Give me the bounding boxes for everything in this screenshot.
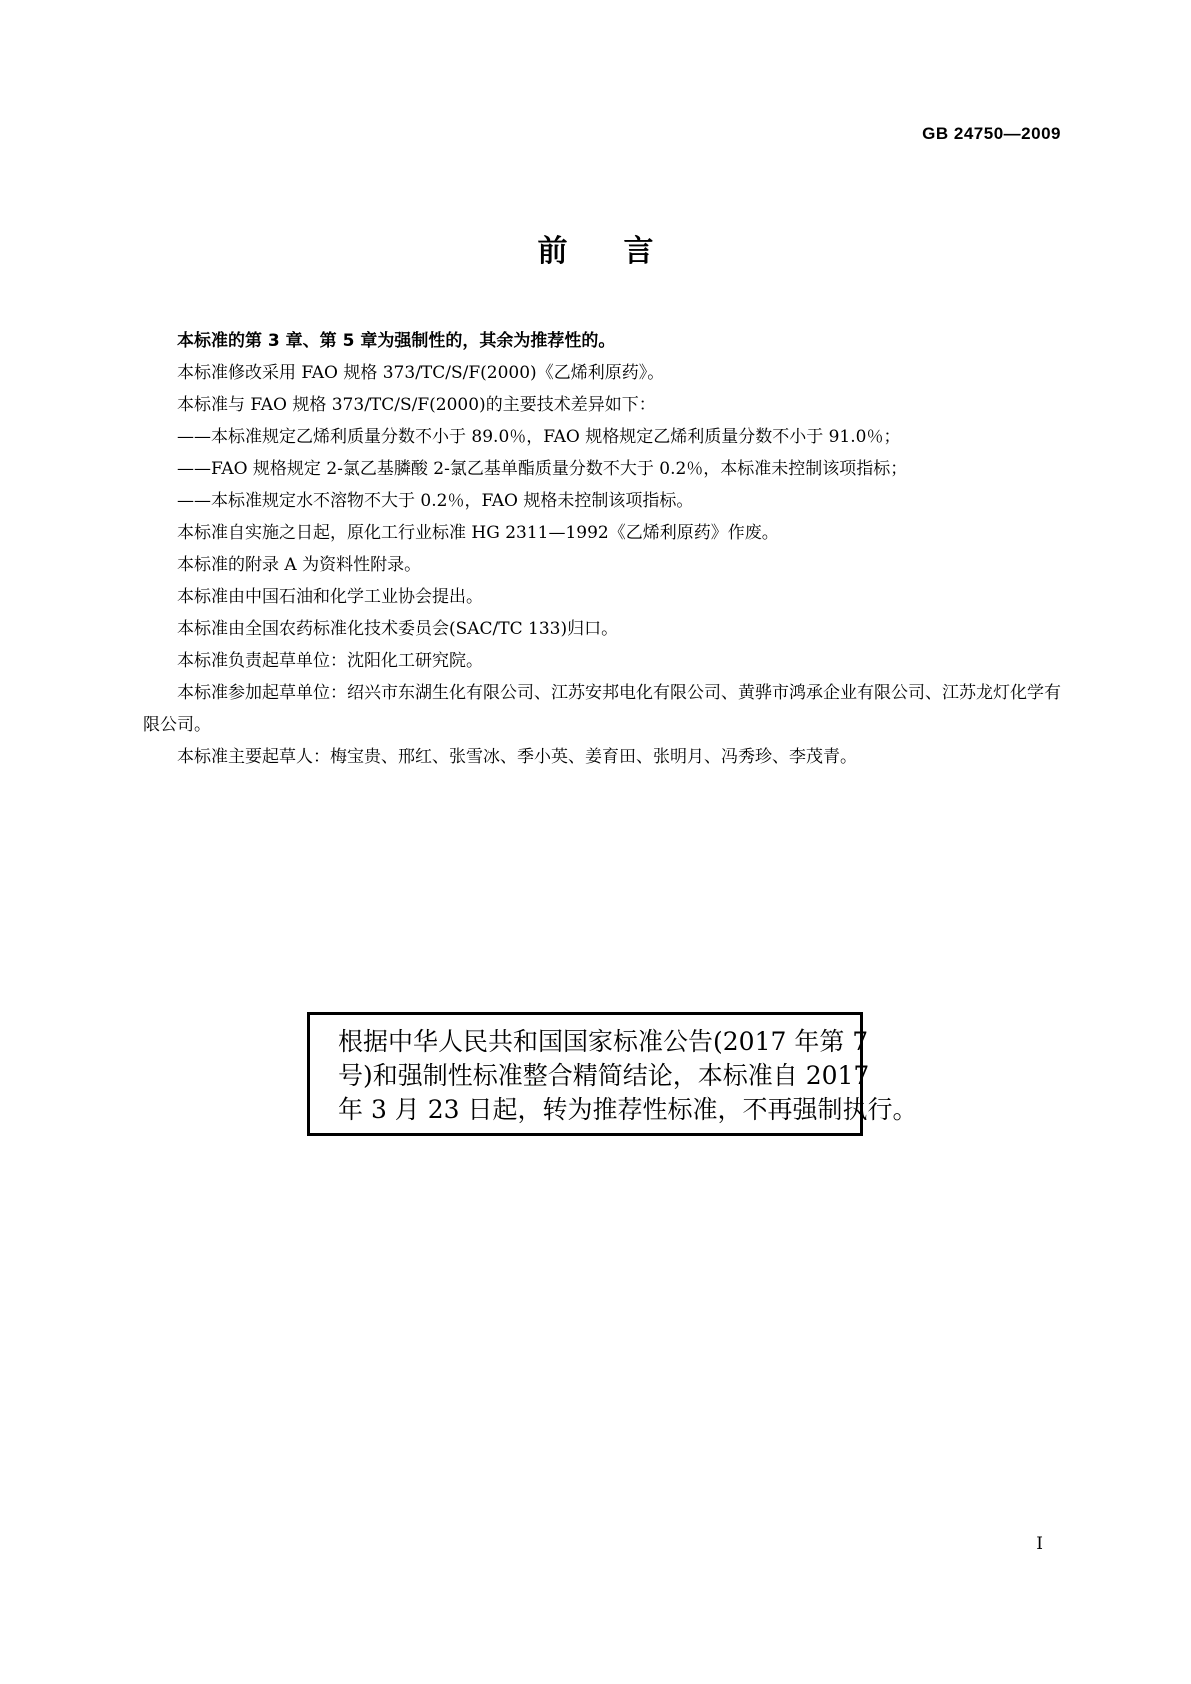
paragraph-drafting-unit: 本标准负责起草单位：沈阳化工研究院。: [177, 651, 483, 671]
list-item-difference: ——本标准规定水不溶物不大于 0.2％，FAO 规格未控制该项指标。: [177, 491, 694, 511]
paragraph-differences-intro: 本标准与 FAO 规格 373/TC/S/F(2000)的主要技术差异如下：: [177, 395, 656, 415]
paragraph-technical-committee: 本标准由全国农药标准化技术委员会(SAC/TC 133)归口。: [177, 619, 619, 639]
notice-line: 年 3 月 23 日起，转为推荐性标准，不再强制执行。: [338, 1095, 918, 1124]
page-title: 前言: [537, 234, 710, 269]
foreword-body: [143, 325, 1068, 773]
standard-code: GB 24750—2009: [922, 124, 1061, 143]
paragraph-drafters: 本标准主要起草人：梅宝贵、邢红、张雪冰、季小英、姜育田、张明月、冯秀珍、李茂青。: [177, 747, 857, 767]
page-number: I: [1036, 1534, 1043, 1554]
paragraph-participating-units: 本标准参加起草单位：绍兴市东湖生化有限公司、江苏安邦电化有限公司、黄骅市鸿承企业有限公司、江苏龙灯化学有限公司。: [143, 683, 1061, 735]
list-item-difference: ——FAO 规格规定 2-氯乙基膦酸 2-氯乙基单酯质量分数不大于 0.2％，本标准未控制该项指标；: [177, 459, 908, 479]
paragraph-annex: 本标准的附录 A 为资料性附录。: [177, 555, 422, 575]
notice-line: 号)和强制性标准整合精简结论，本标准自 2017: [338, 1061, 870, 1090]
list-item-difference: ——本标准规定乙烯利质量分数不小于 89.0％，FAO 规格规定乙烯利质量分数不小于 91.0％；: [177, 427, 901, 447]
status-notice-box: [307, 1012, 918, 1136]
paragraph-mandatory-chapters: 本标准的第 3 章、第 5 章为强制性的，其余为推荐性的。: [177, 331, 616, 351]
paragraph-supersedes: 本标准自实施之日起，原化工行业标准 HG 2311—1992《乙烯利原药》作废。: [177, 523, 779, 543]
paragraph-adoption: 本标准修改采用 FAO 规格 373/TC/S/F(2000)《乙烯利原药》。: [177, 363, 665, 383]
paragraph-proposer: 本标准由中国石油和化学工业协会提出。: [177, 587, 483, 607]
notice-line: 根据中华人民共和国国家标准公告(2017 年第 7: [338, 1027, 869, 1056]
